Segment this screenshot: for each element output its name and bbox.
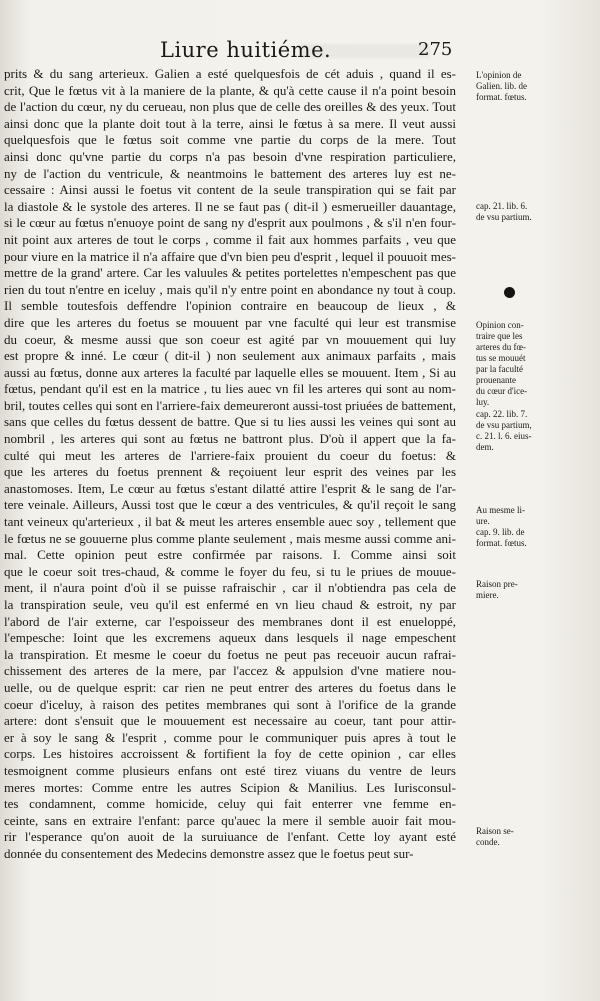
margin-note-line: luy. [476,397,490,407]
margin-note-line: de vsu partium, [476,420,532,430]
margin-note [476,201,568,223]
body-line: sans que celles du fœtus dessent de battre. Que si tu lies aussi les veines qui sont au [4,414,456,430]
margin-note [476,505,568,549]
body-line: corps. Les histoires accroissent & fortifient la foy de cette opinion , car elles [4,746,456,762]
body-line: bril, toutes celles qui sont en l'arriere-faix demeureront aussi-tost priuées de battement, [4,397,456,413]
body-line: mal. Cette opinion peut estre confirmée par raisons. I. Comme ainsi soit [4,547,456,563]
running-title: Liure huitiéme. [160,38,332,62]
margin-note-line: du cœur d'ice- [476,386,528,396]
body-line: nombril , les arteres qui sont au fœtus ne battront plus. D'où il appert que la fa- [4,431,456,447]
body-line: cessaire : Ainsi aussi le foetus vit content de la seule transpiration qui se fait par [4,182,456,198]
margin-note [476,579,568,601]
body-line: le fœtus ne se gouuerne plus comme plante seulement , mais mesme aussi comme ani- [4,530,456,546]
margin-note-line: ure. [476,516,490,526]
body-line: l'empesche: Ioint que les excremens aqueux dans lesquels il nage empeschent [4,630,456,646]
margin-note-line: Au mesme li- [476,505,525,515]
body-line: mettre de la grand' artere. Car les valuules & petites portelettes n'empeschent pas que [4,265,456,281]
body-text [4,66,456,863]
body-line: tere veinale. Ailleurs, Aussi tost que le cœur a des ventricules, & qu'il reçoit le sang [4,497,456,513]
margin-note-line: format. fœtus. [476,538,527,548]
margin-note-line: traire que les [476,331,523,341]
body-line: tant veineux qu'arterieux , il bat & meut les arteres ensemble auec soy , tellement que [4,514,456,530]
margin-note-line: conde. [476,837,500,847]
margin-note-line: miere. [476,590,499,600]
margin-note-line: Raison pre- [476,579,518,589]
margin-note-line: cap. 22. lib. 7. [476,409,528,419]
margin-note-line: Raison se- [476,826,514,836]
margin-note-line: Galien. lib. de [476,81,527,91]
body-line: du coeur, & mesme aussi que son coeur est agité par vn mouuement qui luy [4,331,456,347]
margin-note-line: de vsu partium. [476,212,532,222]
body-line: nit point aux arteres de tout le corps , comme il fait aux hommes parfaits , veu que [4,231,456,247]
margin-note-line: par la faculté [476,364,523,374]
margin-note-line: prouenante [476,375,516,385]
body-line: ceinte, sans en extraire l'enfant: parce qu'auec la mere il semble auoir fait mou- [4,812,456,828]
body-line: ment, il n'aura point d'où il se puisse rafraischir , car il n'obtiendra pas cela de [4,580,456,596]
page-number: 275 [418,39,453,60]
body-line: que le coeur soit tres-chaud, & comme le foyer du feu, si tu le priues de mouue- [4,563,456,579]
margin-note-line: tus se mouuét [476,353,526,363]
ink-blot [504,287,515,298]
margin-note-line: format. fœtus. [476,92,527,102]
body-line: la transpiration seule, veu qu'il est enfermé en vn lieu chaud & estroit, ny par [4,597,456,612]
body-line: chissement des arteres de la mere, par l'accez & appulsion d'vne matiere nou- [4,663,456,679]
body-line: que les arteres du foetus prennent & reçoiuent leur esprit des veines par les [4,464,456,480]
body-line: coeur d'iceluy, à raison des petites membranes qui sont à l'orifice de la grande [4,696,456,712]
margin-note [476,409,568,453]
page-header [0,38,600,68]
body-line: la diastole & le systole des arteres. Il ne se faut pas ( dit-il ) esmerueiller dauantage, [4,198,456,214]
body-line: la transpiration. Et mesme le coeur du foetus ne peut pas receuoir aucun rafrai- [4,646,456,662]
margin-note-line: Opinion con- [476,320,524,330]
body-line: artere: dont s'ensuit que le mouuement est necessaire au coeur, tant pour attir- [4,713,456,729]
body-line: si le cœur au fœtus n'enuoye point de sang ny d'esprit aux poulmons , & s'il n'en four- [4,215,456,231]
body-line: meres mortes: Comme entre les autres Scipion & Manilius. Les Iurisconsul- [4,779,456,795]
margin-note-line: cap. 9. lib. de [476,527,525,537]
body-line: tesmoignent comme plusieurs enfans ont esté tirez viuans du ventre de leurs [4,762,456,778]
margin-note-line: dem. [476,442,494,452]
body-line: prits & du sang arterieux. Galien a esté quelquesfois de cét aduis , quand il es- [4,66,456,81]
body-line: quelquesfois que le fœtus soit comme vne partie du corps de la mere. Tout [4,132,456,148]
body-line: pour viure en la matrice il n'a affaire que d'vn bien peu d'esprit , lequel il pouuoit mes- [4,248,456,264]
margin-note [476,826,568,848]
margin-note-line: c. 21. l. 6. eius- [476,431,532,441]
body-line: donnée du consentement des Medecins demonstre assez que le foetus peut sur- [4,845,414,861]
body-line: crit, Que le fœtus vit à la maniere de la plante, & qu'à cette cause il n'a point besoin [4,82,456,98]
body-line: culté qui meut les arteres de l'arriere-faix prouient du coeur du foetus: & [4,447,456,463]
body-line: aussi au fœtus, donne aux arteres la faculté par laquelle elles se mouuent. Item , Si au [4,364,456,380]
body-line: uelle, ou de quelque esprit: car rien ne peut entrer des arteres du foetus dans le [4,679,456,695]
margin-note-line: arteres du fœ- [476,342,526,352]
body-line: l'abord de l'air externe, car l'espoisseur des membranes dont il est enueloppé, [4,613,456,629]
body-line: rien du tout n'entre en iceluy , mais qu'il n'y entre point en abondance ny tout à coup. [4,281,456,297]
body-line: rir l'esperance qu'on auoit de la suruiuance de l'enfant. Cette loy ayant esté [4,829,456,845]
body-line: fœtus, pendant qu'il est en la matrice , tu lies auec vn fil les arteres qui sont au nom- [4,381,456,397]
body-line: Il semble toutesfois deffendre l'opinion contraire en beaucoup de lieux , & [4,298,456,314]
body-line: ainsi donc que la plante doit tout à la terre, ainsi le fœtus à sa mere. Il veut aussi [4,115,456,131]
margin-note-line: L'opinion de [476,70,522,80]
body-line: est propre & inné. Le cœur ( dit-il ) non seulement aux animaux parfaits , mais [4,348,456,364]
body-line: dire que les arteres du foetus se mouuent par vne faculté qui leur est transmise [4,314,456,330]
body-line: ny de l'action du ventricule, & neantmoins le battement des arteres luy est ne- [4,165,456,181]
margin-note [476,70,568,103]
body-line: er à soy le sang & l'esprit , comme pour le communiquer puis apres à tout le [4,729,456,745]
body-line: ainsi donc qu'vne partie du corps n'a pas besoin d'vne respiration particuliere, [4,148,456,164]
body-line: de l'action du cœur, ny du cerueau, non plus que de celle des oreilles & des yeux. Tout [4,99,456,115]
body-line: anastomoses. Item, Le cœur au fœtus s'estant dilatté attire l'esprit & le sang de l'ar- [4,480,456,496]
margin-note-line: cap. 21. lib. 6. [476,201,528,211]
body-line: tes condamnent, comme homicide, celuy qui fait enterrer vne femme en- [4,796,456,812]
margin-note [476,320,568,408]
